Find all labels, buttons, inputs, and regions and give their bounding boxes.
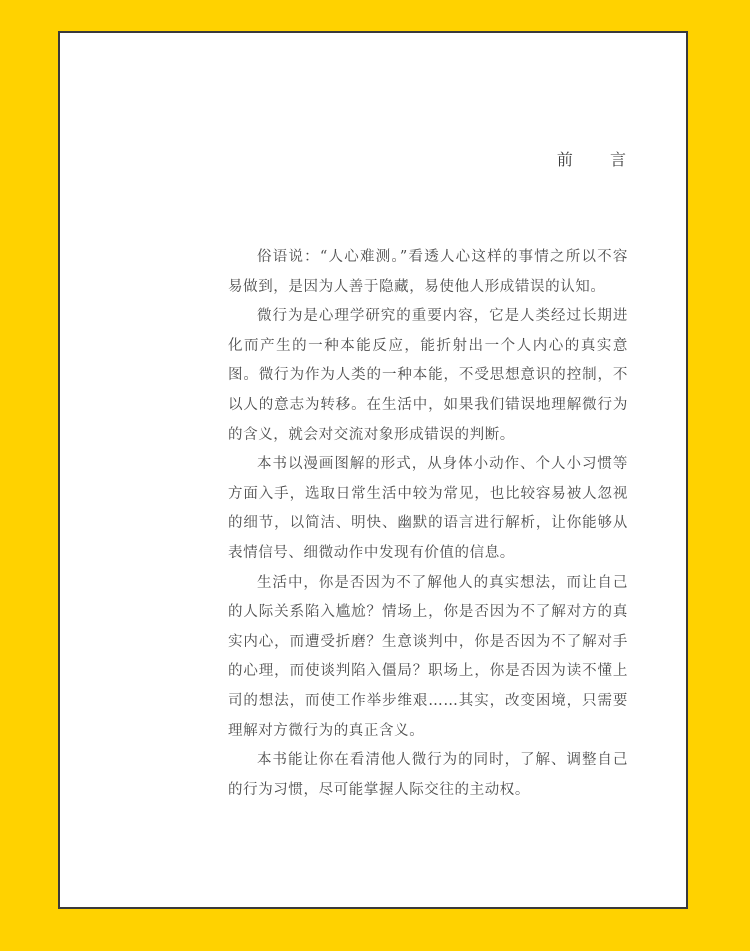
paragraph: 微行为是心理学研究的重要内容，它是人类经过长期进化而产生的一种本能反应，能折射出一个人内心的真实意图。微行为作为人类的一种本能，不受思想意识的控制，不以人的意志为转移。在生活中，如果我们错误地理解微行为的含义，就会对交流对象形成错误的判断。 (228, 308, 628, 443)
paragraph: 俗语说：“人心难测。”看透人心这样的事情之所以不容易做到，是因为人善于隐藏，易使他人形成错误的认知。 (228, 249, 628, 295)
book-page (58, 31, 688, 909)
paragraph: 本书以漫画图解的形式，从身体小动作、个人小习惯等方面入手，选取日常生活中较为常见，也比较容易被人忽视的细节，以简洁、明快、幽默的语言进行解析，让你能够从表情信号、细微动作中发现有价值的信息。 (228, 456, 628, 561)
paragraph: 本书能让你在看清他人微行为的同时，了解、调整自己的行为习惯，尽可能掌握人际交往的主动权。 (228, 752, 628, 798)
page-title: 前 言 (556, 150, 642, 169)
preface-body (228, 243, 628, 805)
paragraph: 生活中，你是否因为不了解他人的真实想法，而让自己的人际关系陷入尴尬？情场上，你是否因为不了解对方的真实内心，而遭受折磨？生意谈判中，你是否因为不了解对手的心理，而使谈判陷入僵局？职场上，你是否因为读不懂上司的想法，而使工作举步维艰……其实，改变困境，只需要理解对方微行为的真正含义。 (228, 574, 628, 739)
